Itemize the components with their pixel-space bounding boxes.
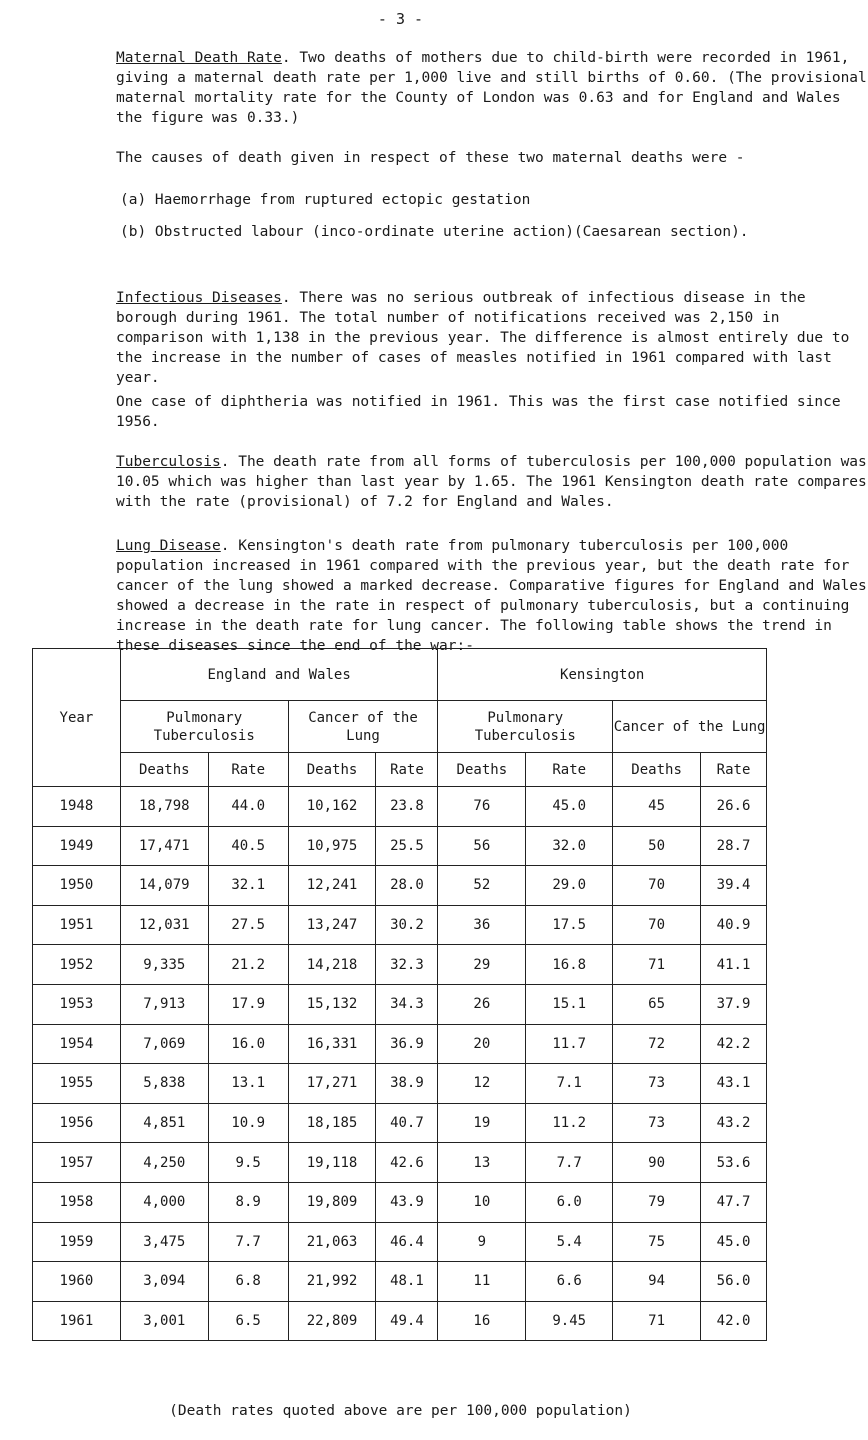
table-cell: 45.0 <box>526 787 613 827</box>
table-cell: 28.7 <box>701 826 767 866</box>
table-cell: 43.9 <box>376 1182 438 1222</box>
table-cell: 3,001 <box>120 1301 208 1341</box>
table-cell: 20 <box>438 1024 526 1064</box>
table-cell: 17,471 <box>120 826 208 866</box>
maternal-heading: Maternal Death Rate <box>116 50 282 66</box>
table-cell: 39.4 <box>701 866 767 906</box>
table-cell: 15,132 <box>288 984 376 1024</box>
table-cell: 71 <box>613 945 701 985</box>
page-number: - 3 - <box>377 10 424 28</box>
table-cell: 13.1 <box>208 1064 288 1104</box>
table-row <box>33 1182 767 1222</box>
table-cell: 43.1 <box>701 1064 767 1104</box>
table-cell: 32.1 <box>208 866 288 906</box>
table-cell: 13,247 <box>288 905 376 945</box>
lung-disease-table <box>32 648 767 1341</box>
table-row <box>33 826 767 866</box>
table-cell: 9.45 <box>526 1301 613 1341</box>
year-cell: 1961 <box>33 1301 121 1341</box>
table-cell: 73 <box>613 1064 701 1104</box>
table-cell: 72 <box>613 1024 701 1064</box>
table-cell: 15.1 <box>526 984 613 1024</box>
table-cell: 42.2 <box>701 1024 767 1064</box>
infectious-text: . There was no serious outbreak of infectious disease in the borough during 1961. The total number of notifications received was 2,150 in comparison with 1,138 in the previous year. The difference is almost entirely due to the increase in the number of cases of measles notified in 1961 compared with last year. <box>116 290 850 386</box>
cause-item-a: (a) Haemorrhage from ruptured ectopic gestation <box>120 192 531 208</box>
table-cell: 42.0 <box>701 1301 767 1341</box>
year-cell: 1952 <box>33 945 121 985</box>
table-row <box>33 1103 767 1143</box>
table-cell: 45 <box>613 787 701 827</box>
table-row <box>33 1143 767 1183</box>
year-cell: 1957 <box>33 1143 121 1183</box>
table-cell: 45.0 <box>701 1222 767 1262</box>
table-cell: 14,079 <box>120 866 208 906</box>
table-row <box>33 905 767 945</box>
table-cell: 37.9 <box>701 984 767 1024</box>
table-cell: 42.6 <box>376 1143 438 1183</box>
table-cell: 56 <box>438 826 526 866</box>
diphtheria-paragraph: One case of diphtheria was notified in 1961. This was the first case notified since 1956. <box>116 394 841 430</box>
table-cell: 41.1 <box>701 945 767 985</box>
year-cell: 1956 <box>33 1103 121 1143</box>
table-cell: 43.2 <box>701 1103 767 1143</box>
table-cell: 11 <box>438 1262 526 1302</box>
table-cell: 5.4 <box>526 1222 613 1262</box>
table-cell: 10,975 <box>288 826 376 866</box>
table-cell: 16 <box>438 1301 526 1341</box>
table-cell: 12 <box>438 1064 526 1104</box>
column-header: Rate <box>526 753 613 787</box>
table-cell: 6.6 <box>526 1262 613 1302</box>
table-cell: 32.3 <box>376 945 438 985</box>
table-cell: 40.7 <box>376 1103 438 1143</box>
table-cell: 48.1 <box>376 1262 438 1302</box>
table-cell: 11.7 <box>526 1024 613 1064</box>
table-cell: 10 <box>438 1182 526 1222</box>
year-cell: 1955 <box>33 1064 121 1104</box>
footnote: (Death rates quoted above are per 100,000 population) <box>169 1403 632 1419</box>
subgroup-header: Cancer of the Lung <box>288 701 438 753</box>
year-cell: 1951 <box>33 905 121 945</box>
table-cell: 6.8 <box>208 1262 288 1302</box>
table-cell: 56.0 <box>701 1262 767 1302</box>
year-cell: 1959 <box>33 1222 121 1262</box>
group-header-kensington: Kensington <box>438 649 767 701</box>
table-cell: 25.5 <box>376 826 438 866</box>
table-cell: 16.0 <box>208 1024 288 1064</box>
column-header: Deaths <box>438 753 526 787</box>
table-cell: 26 <box>438 984 526 1024</box>
table-cell: 6.0 <box>526 1182 613 1222</box>
year-cell: 1950 <box>33 866 121 906</box>
table-cell: 19,118 <box>288 1143 376 1183</box>
column-header: Rate <box>701 753 767 787</box>
table-cell: 16,331 <box>288 1024 376 1064</box>
table-row <box>33 945 767 985</box>
table-cell: 40.9 <box>701 905 767 945</box>
table-cell: 10.9 <box>208 1103 288 1143</box>
maternal-paragraph <box>26 48 868 128</box>
table-cell: 40.5 <box>208 826 288 866</box>
table-cell: 21.2 <box>208 945 288 985</box>
table-cell: 23.8 <box>376 787 438 827</box>
table-cell: 36.9 <box>376 1024 438 1064</box>
table-row <box>33 787 767 827</box>
year-cell: 1958 <box>33 1182 121 1222</box>
table-cell: 21,992 <box>288 1262 376 1302</box>
group-header-england-wales: England and Wales <box>120 649 438 701</box>
table-cell: 21,063 <box>288 1222 376 1262</box>
table-cell: 26.6 <box>701 787 767 827</box>
table-cell: 19,809 <box>288 1182 376 1222</box>
year-cell: 1949 <box>33 826 121 866</box>
table-cell: 50 <box>613 826 701 866</box>
table-cell: 47.7 <box>701 1182 767 1222</box>
table-cell: 17.9 <box>208 984 288 1024</box>
table-cell: 44.0 <box>208 787 288 827</box>
table-cell: 29 <box>438 945 526 985</box>
column-header: Rate <box>376 753 438 787</box>
cause-item-b: (b) Obstructed labour (inco-ordinate uterine action)(Caesarean section). <box>120 224 749 240</box>
table-cell: 13 <box>438 1143 526 1183</box>
table-cell: 6.5 <box>208 1301 288 1341</box>
table-cell: 10,162 <box>288 787 376 827</box>
table-cell: 28.0 <box>376 866 438 906</box>
table-cell: 46.4 <box>376 1222 438 1262</box>
table-cell: 73 <box>613 1103 701 1143</box>
table-cell: 3,475 <box>120 1222 208 1262</box>
table-cell: 9,335 <box>120 945 208 985</box>
table-cell: 7,069 <box>120 1024 208 1064</box>
column-header: Deaths <box>613 753 701 787</box>
table-cell: 53.6 <box>701 1143 767 1183</box>
table-cell: 18,798 <box>120 787 208 827</box>
tuberculosis-paragraph <box>26 452 868 512</box>
table-cell: 49.4 <box>376 1301 438 1341</box>
table-row <box>33 1064 767 1104</box>
table-cell: 7.7 <box>526 1143 613 1183</box>
table-cell: 29.0 <box>526 866 613 906</box>
table-cell: 65 <box>613 984 701 1024</box>
lung-paragraph <box>26 536 868 656</box>
table-cell: 27.5 <box>208 905 288 945</box>
table-cell: 17,271 <box>288 1064 376 1104</box>
table-cell: 70 <box>613 866 701 906</box>
table-body <box>33 787 767 1341</box>
table-cell: 4,851 <box>120 1103 208 1143</box>
table-row <box>33 984 767 1024</box>
table-cell: 16.8 <box>526 945 613 985</box>
table-cell: 7.1 <box>526 1064 613 1104</box>
table-cell: 7.7 <box>208 1222 288 1262</box>
table-cell: 7,913 <box>120 984 208 1024</box>
table-cell: 9.5 <box>208 1143 288 1183</box>
table-cell: 36 <box>438 905 526 945</box>
column-header: Deaths <box>288 753 376 787</box>
lung-text: . Kensington's death rate from pulmonary tuberculosis per 100,000 population increased in 1961 compared with the previous year, but the death rate for cancer of the lung showed a marked decrease. Comparative figures for England and Wales showed a decrease in the rate in respect of pulmonary tuberculosis, but a continuing increase in the death rate for lung cancer. The following table shows the trend in these diseases since the end of the war:- <box>116 538 867 654</box>
table-cell: 11.2 <box>526 1103 613 1143</box>
table-cell: 30.2 <box>376 905 438 945</box>
table-cell: 3,094 <box>120 1262 208 1302</box>
table-cell: 32.0 <box>526 826 613 866</box>
table-cell: 17.5 <box>526 905 613 945</box>
table-cell: 9 <box>438 1222 526 1262</box>
table-row <box>33 1024 767 1064</box>
causes-intro: The causes of death given in respect of these two maternal deaths were - <box>116 150 745 166</box>
tuberculosis-text: . The death rate from all forms of tuberculosis per 100,000 population was 10.05 which was higher than last year by 1.65. The 1961 Kensington death rate compares with the rate (provisional) of 7.2 for England and Wales. <box>116 454 867 510</box>
year-cell: 1954 <box>33 1024 121 1064</box>
table-cell: 4,000 <box>120 1182 208 1222</box>
table-cell: 70 <box>613 905 701 945</box>
table-cell: 4,250 <box>120 1143 208 1183</box>
infectious-paragraph <box>26 288 868 388</box>
table-row <box>33 1222 767 1262</box>
column-header: Deaths <box>120 753 208 787</box>
subgroup-header: Pulmonary Tuberculosis <box>120 701 288 753</box>
table-cell: 19 <box>438 1103 526 1143</box>
table-cell: 71 <box>613 1301 701 1341</box>
table-cell: 76 <box>438 787 526 827</box>
year-cell: 1960 <box>33 1262 121 1302</box>
lung-heading: Lung Disease <box>116 538 221 554</box>
year-header: Year <box>33 649 121 787</box>
table-cell: 8.9 <box>208 1182 288 1222</box>
table-cell: 52 <box>438 866 526 906</box>
table-cell: 18,185 <box>288 1103 376 1143</box>
subgroup-header: Cancer of the Lung <box>613 701 767 753</box>
table-cell: 12,241 <box>288 866 376 906</box>
year-cell: 1948 <box>33 787 121 827</box>
subgroup-header: Pulmonary Tuberculosis <box>438 701 613 753</box>
table-cell: 12,031 <box>120 905 208 945</box>
table-cell: 5,838 <box>120 1064 208 1104</box>
maternal-text: . Two deaths of mothers due to child-birth were recorded in 1961, giving a maternal death rate per 1,000 live and still births of 0.60. (The provisional maternal mortality rate for the County of London was 0.63 and for England and Wales the figure was 0.33.) <box>116 50 867 126</box>
table-cell: 75 <box>613 1222 701 1262</box>
table-row <box>33 866 767 906</box>
table-row <box>33 1301 767 1341</box>
table-cell: 90 <box>613 1143 701 1183</box>
table-cell: 34.3 <box>376 984 438 1024</box>
table-row <box>33 1262 767 1302</box>
infectious-heading: Infectious Diseases <box>116 290 282 306</box>
table-cell: 79 <box>613 1182 701 1222</box>
table-cell: 14,218 <box>288 945 376 985</box>
tuberculosis-heading: Tuberculosis <box>116 454 221 470</box>
table-cell: 38.9 <box>376 1064 438 1104</box>
table-cell: 94 <box>613 1262 701 1302</box>
table-cell: 22,809 <box>288 1301 376 1341</box>
column-header: Rate <box>208 753 288 787</box>
year-cell: 1953 <box>33 984 121 1024</box>
